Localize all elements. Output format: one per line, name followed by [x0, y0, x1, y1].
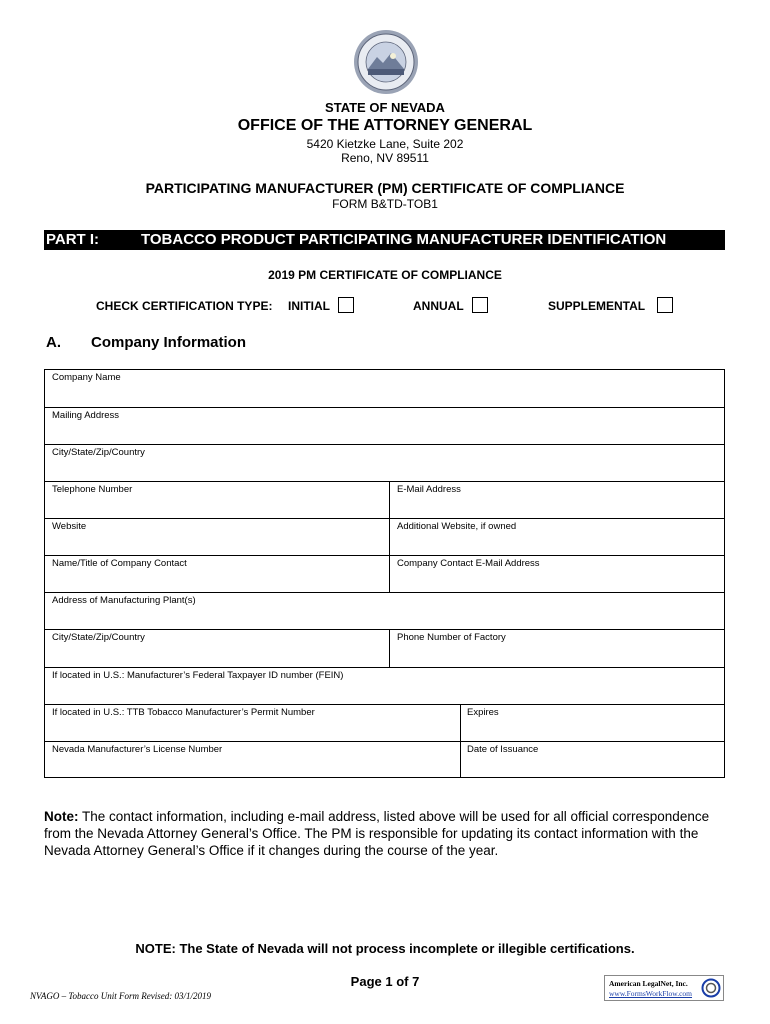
annual-checkbox[interactable] — [472, 297, 488, 313]
supplemental-label: SUPPLEMENTAL — [548, 299, 646, 313]
part-title: TOBACCO PRODUCT PARTICIPATING MANUFACTURER IDENTIFICATION — [141, 231, 667, 248]
initial-checkbox[interactable] — [338, 297, 354, 313]
contact-note — [44, 808, 734, 859]
incomplete-certification-notice: NOTE: The State of Nevada will not process incomplete or illegible certifications. — [135, 941, 635, 956]
mailing-address-label: Mailing Address — [52, 410, 120, 421]
fein-field[interactable] — [45, 667, 724, 704]
form-number: FORM B&TD-TOB1 — [332, 197, 438, 211]
nevada-state-seal — [353, 29, 419, 95]
website-label: Website — [52, 521, 87, 532]
form-title: PARTICIPATING MANUFACTURER (PM) CERTIFICATE OF COMPLIANCE — [145, 180, 625, 196]
telephone-label: Telephone Number — [52, 484, 133, 495]
address-line-1: 5420 Kietzke Lane, Suite 202 — [306, 137, 464, 151]
email-field[interactable] — [390, 481, 724, 518]
issuance-date-label: Date of Issuance — [467, 744, 539, 755]
publisher-swirl-icon — [701, 978, 721, 998]
factory-phone-field[interactable] — [390, 629, 724, 667]
contact-email-field[interactable] — [390, 555, 724, 592]
factory-phone-label: Phone Number of Factory — [397, 632, 506, 643]
additional-website-label: Additional Website, if owned — [397, 521, 517, 532]
note-text: The contact information, including e-mail address, listed above will be used for all official correspondence from the Nevada Attorney General’s Office. The PM is responsible for updating its contact information with the Nevada Attorney General’s Office if it changes during the course of the year. — [44, 809, 710, 858]
form-revision: NVAGO – Tobacco Unit Form Revised: 03/1/2019 — [30, 991, 211, 1001]
office-heading: OFFICE OF THE ATTORNEY GENERAL — [237, 117, 533, 134]
plant-city-field[interactable] — [45, 629, 389, 667]
plant-address-label: Address of Manufacturing Plant(s) — [52, 595, 196, 606]
company-name-label: Company Name — [52, 372, 121, 383]
ttb-permit-label: If located in U.S.: TTB Tobacco Manufacturer’s Permit Number — [52, 707, 315, 718]
mailing-address-field[interactable] — [45, 407, 724, 444]
company-name-field[interactable] — [45, 370, 724, 407]
city-state-zip-label: City/State/Zip/Country — [52, 447, 145, 458]
page-number: Page 1 of 7 — [350, 974, 420, 989]
publisher-name: American LegalNet, Inc. — [609, 979, 688, 988]
expires-field[interactable] — [461, 704, 724, 741]
plant-address-field[interactable] — [45, 592, 724, 629]
contact-email-label: Company Contact E-Mail Address — [397, 558, 540, 569]
contact-name-label: Name/Title of Company Contact — [52, 558, 187, 569]
publisher-logo — [604, 975, 724, 1001]
nv-license-field[interactable] — [45, 741, 460, 777]
annual-label: ANNUAL — [413, 299, 464, 313]
company-information-table — [44, 369, 725, 778]
section-letter: A. — [46, 334, 61, 351]
state-heading: STATE OF NEVADA — [325, 100, 445, 115]
nv-license-label: Nevada Manufacturer’s License Number — [52, 744, 223, 755]
publisher-link[interactable]: www.FormsWorkFlow.com — [609, 989, 693, 998]
fein-label: If located in U.S.: Manufacturer’s Federal Taxpayer ID number (FEIN) — [52, 670, 344, 681]
additional-website-field[interactable] — [390, 518, 724, 555]
plant-city-label: City/State/Zip/Country — [52, 632, 145, 643]
email-label: E-Mail Address — [397, 484, 461, 495]
website-field[interactable] — [45, 518, 389, 555]
section-title: Company Information — [91, 334, 247, 351]
part-one-bar — [44, 230, 725, 250]
contact-name-field[interactable] — [45, 555, 389, 592]
supplemental-checkbox[interactable] — [657, 297, 673, 313]
initial-label: INITIAL — [288, 299, 330, 313]
issuance-date-field[interactable] — [461, 741, 724, 777]
expires-label: Expires — [467, 707, 499, 718]
certification-type-prompt: CHECK CERTIFICATION TYPE: — [96, 299, 273, 313]
ttb-permit-field[interactable] — [45, 704, 460, 741]
address-line-2: Reno, NV 89511 — [341, 151, 429, 165]
telephone-field[interactable] — [45, 481, 389, 518]
note-label: Note: — [44, 809, 79, 824]
part-label: PART I: — [46, 231, 100, 248]
certificate-year-heading: 2019 PM CERTIFICATE OF COMPLIANCE — [268, 268, 502, 282]
city-state-zip-field[interactable] — [45, 444, 724, 481]
